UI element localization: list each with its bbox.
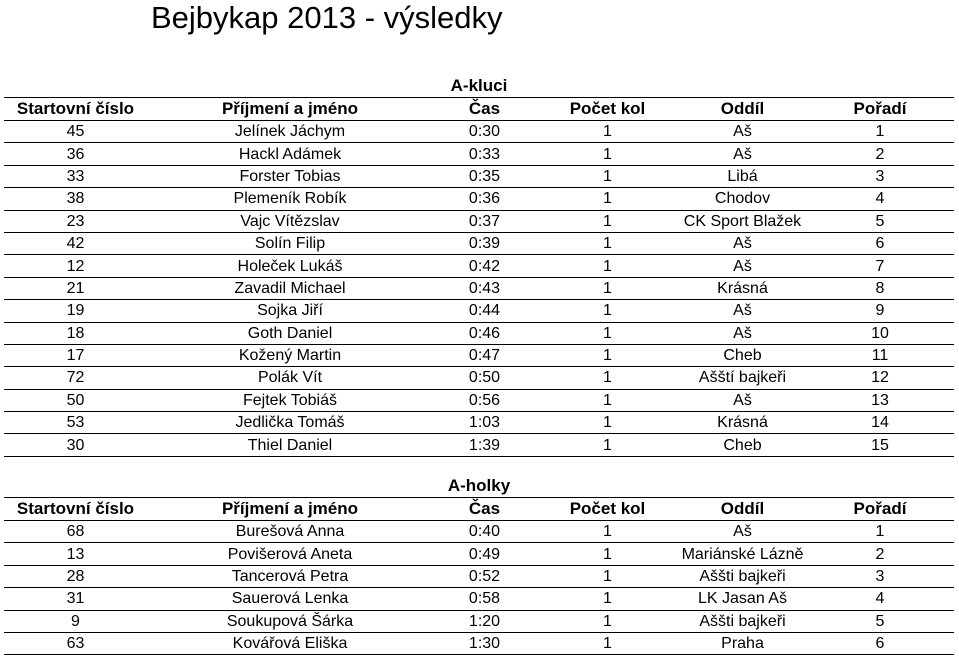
table-row xyxy=(4,232,954,254)
cell-laps: 1 xyxy=(536,543,679,565)
cell-club: Aš xyxy=(679,121,806,143)
cell-laps: 1 xyxy=(536,210,679,232)
column-header-club: Oddíl xyxy=(679,498,806,521)
cell-time: 0:40 xyxy=(433,521,536,543)
cell-laps: 1 xyxy=(536,165,679,187)
cell-time: 0:58 xyxy=(433,588,536,610)
cell-rank: 5 xyxy=(806,210,954,232)
table-row xyxy=(4,588,954,610)
cell-start-number: 68 xyxy=(4,521,147,543)
cell-start-number: 38 xyxy=(4,188,147,210)
cell-name: Vajc Vítězslav xyxy=(147,210,433,232)
cell-rank: 10 xyxy=(806,322,954,344)
cell-laps: 1 xyxy=(536,521,679,543)
cell-club: CK Sport Blažek xyxy=(679,210,806,232)
cell-name: Kovářová Eliška xyxy=(147,632,433,654)
cell-name: Forster Tobias xyxy=(147,165,433,187)
table-row xyxy=(4,412,954,434)
table-row xyxy=(4,543,954,565)
table-row xyxy=(4,165,954,187)
cell-club: Krásná xyxy=(679,277,806,299)
cell-name: Sauerová Lenka xyxy=(147,588,433,610)
cell-start-number: 13 xyxy=(4,543,147,565)
cell-start-number: 23 xyxy=(4,210,147,232)
cell-time: 0:37 xyxy=(433,210,536,232)
cell-club: Aš xyxy=(679,255,806,277)
table-row xyxy=(4,300,954,322)
cell-start-number: 50 xyxy=(4,389,147,411)
cell-start-number: 33 xyxy=(4,165,147,187)
cell-club: Aš xyxy=(679,232,806,254)
table-row xyxy=(4,255,954,277)
table-row xyxy=(4,389,954,411)
cell-time: 0:46 xyxy=(433,322,536,344)
column-header-name: Příjmení a jméno xyxy=(147,498,433,521)
cell-rank: 7 xyxy=(806,255,954,277)
cell-club: Chodov xyxy=(679,188,806,210)
cell-rank: 6 xyxy=(806,232,954,254)
cell-start-number: 36 xyxy=(4,143,147,165)
cell-name: Zavadil Michael xyxy=(147,277,433,299)
cell-time: 0:50 xyxy=(433,367,536,389)
table-row xyxy=(4,632,954,654)
column-header-start-number: Startovní číslo xyxy=(4,498,147,521)
column-header-time: Čas xyxy=(433,498,536,521)
cell-time: 0:42 xyxy=(433,255,536,277)
cell-rank: 8 xyxy=(806,277,954,299)
cell-rank: 2 xyxy=(806,143,954,165)
table-row xyxy=(4,521,954,543)
cell-time: 0:44 xyxy=(433,300,536,322)
cell-time: 0:30 xyxy=(433,121,536,143)
cell-time: 0:33 xyxy=(433,143,536,165)
cell-time: 1:03 xyxy=(433,412,536,434)
cell-club: Aš xyxy=(679,143,806,165)
cell-club: Praha xyxy=(679,632,806,654)
header-row xyxy=(4,498,954,521)
table-row xyxy=(4,344,954,366)
cell-rank: 3 xyxy=(806,565,954,587)
cell-start-number: 63 xyxy=(4,632,147,654)
results-table xyxy=(4,97,954,457)
table-row xyxy=(4,121,954,143)
cell-club: Cheb xyxy=(679,344,806,366)
column-header-start-number: Startovní číslo xyxy=(4,98,147,121)
group-title: A-kluci xyxy=(450,76,508,95)
cell-laps: 1 xyxy=(536,121,679,143)
cell-time: 1:20 xyxy=(433,610,536,632)
cell-club: Ašští bajkeři xyxy=(679,367,806,389)
cell-name: Thiel Daniel xyxy=(147,434,433,456)
cell-laps: 1 xyxy=(536,610,679,632)
column-header-club: Oddíl xyxy=(679,98,806,121)
cell-time: 0:47 xyxy=(433,344,536,366)
cell-rank: 4 xyxy=(806,588,954,610)
cell-club: LK Jasan Aš xyxy=(679,588,806,610)
cell-club: Aššti bajkeři xyxy=(679,610,806,632)
cell-time: 1:39 xyxy=(433,434,536,456)
table-row xyxy=(4,367,954,389)
table-row xyxy=(4,565,954,587)
cell-time: 0:56 xyxy=(433,389,536,411)
cell-name: Povišerová Aneta xyxy=(147,543,433,565)
cell-start-number: 9 xyxy=(4,610,147,632)
table-row xyxy=(4,188,954,210)
table-row xyxy=(4,277,954,299)
table-row xyxy=(4,210,954,232)
cell-start-number: 28 xyxy=(4,565,147,587)
cell-start-number: 45 xyxy=(4,121,147,143)
header-row xyxy=(4,98,954,121)
cell-name: Jelínek Jáchym xyxy=(147,121,433,143)
cell-laps: 1 xyxy=(536,389,679,411)
cell-time: 0:43 xyxy=(433,277,536,299)
cell-name: Fejtek Tobiáš xyxy=(147,389,433,411)
cell-club: Libá xyxy=(679,165,806,187)
cell-start-number: 30 xyxy=(4,434,147,456)
cell-club: Aššti bajkeři xyxy=(679,565,806,587)
cell-start-number: 31 xyxy=(4,588,147,610)
cell-rank: 4 xyxy=(806,188,954,210)
cell-time: 0:52 xyxy=(433,565,536,587)
cell-time: 0:39 xyxy=(433,232,536,254)
cell-time: 1:30 xyxy=(433,632,536,654)
cell-name: Holeček Lukáš xyxy=(147,255,433,277)
table-row xyxy=(4,610,954,632)
cell-time: 0:35 xyxy=(433,165,536,187)
cell-name: Goth Daniel xyxy=(147,322,433,344)
cell-rank: 11 xyxy=(806,344,954,366)
cell-start-number: 53 xyxy=(4,412,147,434)
cell-club: Mariánské Lázně xyxy=(679,543,806,565)
cell-rank: 9 xyxy=(806,300,954,322)
cell-name: Kožený Martin xyxy=(147,344,433,366)
column-header-name: Příjmení a jméno xyxy=(147,98,433,121)
cell-laps: 1 xyxy=(536,255,679,277)
cell-rank: 3 xyxy=(806,165,954,187)
cell-name: Solín Filip xyxy=(147,232,433,254)
cell-club: Aš xyxy=(679,389,806,411)
cell-name: Sojka Jiří xyxy=(147,300,433,322)
cell-rank: 12 xyxy=(806,367,954,389)
cell-laps: 1 xyxy=(536,588,679,610)
column-header-laps: Počet kol xyxy=(536,498,679,521)
column-header-time: Čas xyxy=(433,98,536,121)
cell-start-number: 19 xyxy=(4,300,147,322)
cell-laps: 1 xyxy=(536,434,679,456)
table-body xyxy=(4,121,954,457)
cell-start-number: 17 xyxy=(4,344,147,366)
cell-club: Krásná xyxy=(679,412,806,434)
cell-rank: 14 xyxy=(806,412,954,434)
group-title: A-holky xyxy=(447,476,511,495)
cell-laps: 1 xyxy=(536,232,679,254)
cell-name: Polák Vít xyxy=(147,367,433,389)
cell-name: Soukupová Šárka xyxy=(147,610,433,632)
cell-club: Aš xyxy=(679,322,806,344)
cell-laps: 1 xyxy=(536,143,679,165)
results-section-a-holky xyxy=(4,475,954,655)
column-header-laps: Počet kol xyxy=(536,98,679,121)
cell-rank: 13 xyxy=(806,389,954,411)
cell-rank: 5 xyxy=(806,610,954,632)
cell-start-number: 21 xyxy=(4,277,147,299)
cell-rank: 1 xyxy=(806,521,954,543)
table-row xyxy=(4,143,954,165)
cell-name: Hackl Adámek xyxy=(147,143,433,165)
cell-club: Cheb xyxy=(679,434,806,456)
cell-name: Plemeník Robík xyxy=(147,188,433,210)
cell-laps: 1 xyxy=(536,300,679,322)
cell-laps: 1 xyxy=(536,322,679,344)
cell-name: Tancerová Petra xyxy=(147,565,433,587)
cell-rank: 2 xyxy=(806,543,954,565)
column-header-rank: Pořadí xyxy=(806,498,954,521)
cell-laps: 1 xyxy=(536,565,679,587)
cell-start-number: 18 xyxy=(4,322,147,344)
cell-start-number: 72 xyxy=(4,367,147,389)
results-section-a-kluci xyxy=(4,75,954,457)
cell-start-number: 12 xyxy=(4,255,147,277)
table-row xyxy=(4,322,954,344)
cell-name: Burešová Anna xyxy=(147,521,433,543)
table-row xyxy=(4,434,954,456)
cell-club: Aš xyxy=(679,300,806,322)
cell-laps: 1 xyxy=(536,344,679,366)
results-table xyxy=(4,497,954,655)
cell-laps: 1 xyxy=(536,367,679,389)
cell-laps: 1 xyxy=(536,277,679,299)
cell-laps: 1 xyxy=(536,412,679,434)
cell-laps: 1 xyxy=(536,188,679,210)
cell-name: Jedlička Tomáš xyxy=(147,412,433,434)
cell-start-number: 42 xyxy=(4,232,147,254)
cell-time: 0:36 xyxy=(433,188,536,210)
table-body xyxy=(4,521,954,655)
cell-rank: 1 xyxy=(806,121,954,143)
cell-time: 0:49 xyxy=(433,543,536,565)
cell-laps: 1 xyxy=(536,632,679,654)
column-header-rank: Pořadí xyxy=(806,98,954,121)
page-title: Bejbykap 2013 - výsledky xyxy=(151,0,503,35)
cell-club: Aš xyxy=(679,521,806,543)
cell-rank: 15 xyxy=(806,434,954,456)
cell-rank: 6 xyxy=(806,632,954,654)
